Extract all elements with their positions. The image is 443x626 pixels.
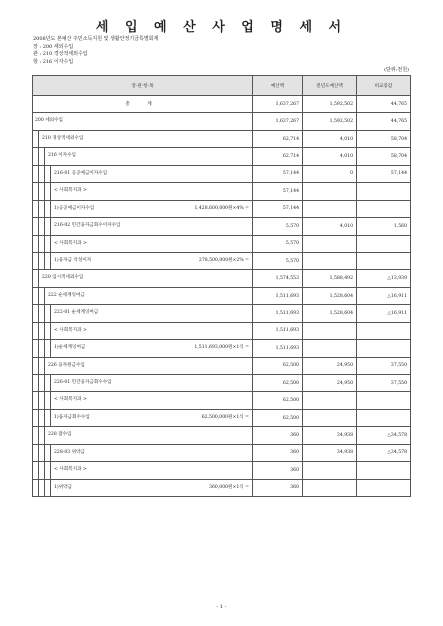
row-diff bbox=[357, 392, 411, 409]
row-budget: 1,511,693 bbox=[253, 340, 303, 357]
row-diff bbox=[357, 322, 411, 339]
row-diff: 44,765 bbox=[357, 113, 411, 130]
row-budget: 62,500 bbox=[253, 375, 303, 392]
row-label: < 사회복지과 > bbox=[54, 397, 87, 403]
table-header-row bbox=[33, 76, 411, 96]
row-diff bbox=[357, 409, 411, 426]
row-budget: 1,511,693 bbox=[253, 287, 303, 304]
table-row bbox=[33, 148, 411, 165]
row-budget: 1,511,693 bbox=[253, 305, 303, 322]
meta-line: 2008년도 본예산 주민소득지원 및 생활안정기금특별회계 bbox=[33, 36, 159, 42]
row-budget: 5,570 bbox=[253, 252, 303, 269]
row-prev-budget bbox=[303, 252, 357, 269]
document-title: 세 입 예 산 사 업 명 세 서 bbox=[95, 20, 348, 35]
row-category bbox=[33, 444, 253, 461]
row-category bbox=[33, 252, 253, 269]
table-row bbox=[33, 287, 411, 304]
table-row bbox=[33, 270, 411, 287]
row-category bbox=[33, 375, 253, 392]
row-label: < 사회복지과 > bbox=[54, 467, 87, 473]
row-category bbox=[33, 113, 253, 130]
row-label: < 사회복지과 > bbox=[54, 240, 87, 246]
row-prev-budget: 24,950 bbox=[303, 357, 357, 374]
row-budget: 62,500 bbox=[253, 409, 303, 426]
row-label: 1)융자금회수수입 bbox=[54, 414, 90, 420]
row-prev-budget: 4,010 bbox=[303, 148, 357, 165]
row-budget: 62,714 bbox=[253, 130, 303, 147]
table-row bbox=[33, 462, 411, 479]
row-label: 228-03 위약금 bbox=[54, 449, 85, 455]
row-diff: △34,578 bbox=[357, 444, 411, 461]
row-budget: 57,144 bbox=[253, 200, 303, 217]
row-category bbox=[33, 392, 253, 409]
row-diff bbox=[357, 462, 411, 479]
row-budget: 1,574,553 bbox=[253, 270, 303, 287]
page-number: - 1 - bbox=[216, 604, 227, 610]
table-row bbox=[33, 305, 411, 322]
row-prev-budget: 4,010 bbox=[303, 130, 357, 147]
row-calc-amount: 278,500,000원×2% = bbox=[198, 257, 249, 263]
table-row bbox=[33, 409, 411, 426]
row-budget: 62,500 bbox=[253, 392, 303, 409]
table-row bbox=[33, 252, 411, 269]
row-label: 222 순세계잉여금 bbox=[48, 292, 85, 298]
table-row bbox=[33, 218, 411, 235]
row-label: 226 융자원금수입 bbox=[48, 362, 85, 368]
row-diff: 1,560 bbox=[357, 218, 411, 235]
row-category bbox=[33, 130, 253, 147]
row-label: 216-02 민간융자금회수이자수입 bbox=[54, 223, 121, 229]
table-row bbox=[33, 322, 411, 339]
row-diff bbox=[357, 252, 411, 269]
row-label: < 사회복지과 > bbox=[54, 188, 87, 194]
total-label: 총 계 bbox=[33, 96, 253, 113]
header-prev-budget: 전년도예산액 bbox=[303, 76, 357, 96]
row-prev-budget bbox=[303, 340, 357, 357]
row-prev-budget: 1,588,492 bbox=[303, 270, 357, 287]
table-row bbox=[33, 375, 411, 392]
row-category bbox=[33, 287, 253, 304]
row-prev-budget: 4,010 bbox=[303, 218, 357, 235]
row-category bbox=[33, 427, 253, 444]
row-diff: 37,550 bbox=[357, 357, 411, 374]
row-prev-budget bbox=[303, 479, 357, 496]
row-category bbox=[33, 462, 253, 479]
row-category bbox=[33, 340, 253, 357]
row-calc-amount: 1,428,600,000원×4% = bbox=[194, 205, 249, 211]
row-diff bbox=[357, 479, 411, 496]
row-prev-budget: 1,528,604 bbox=[303, 305, 357, 322]
row-prev-budget bbox=[303, 235, 357, 252]
row-prev-budget bbox=[303, 183, 357, 200]
row-category bbox=[33, 357, 253, 374]
table-row bbox=[33, 165, 411, 182]
total-prev: 1,592,502 bbox=[303, 96, 357, 113]
row-budget: 360 bbox=[253, 444, 303, 461]
row-budget: 1,511,693 bbox=[253, 322, 303, 339]
row-label: 1)위약금 bbox=[54, 484, 73, 490]
row-label: 1)순세계잉여금 bbox=[54, 345, 86, 351]
row-budget: 5,570 bbox=[253, 235, 303, 252]
row-category bbox=[33, 479, 253, 496]
row-budget: 57,144 bbox=[253, 183, 303, 200]
row-prev-budget bbox=[303, 200, 357, 217]
row-diff bbox=[357, 200, 411, 217]
row-calc-amount: 62,500,000원×1식 = bbox=[201, 414, 249, 420]
meta-line: 장 : 200 세외수입 bbox=[33, 43, 74, 50]
row-diff bbox=[357, 340, 411, 357]
row-label: 216 이자수입 bbox=[48, 153, 76, 159]
row-calc-amount: 360,000원×1식 = bbox=[209, 484, 249, 490]
row-category bbox=[33, 183, 253, 200]
row-label: 226-01 민간융자금회수수입 bbox=[54, 380, 112, 385]
table-row bbox=[33, 479, 411, 496]
table-row bbox=[33, 183, 411, 200]
meta-line: 항 : 216 이자수입 bbox=[33, 58, 74, 65]
row-category bbox=[33, 322, 253, 339]
row-diff: △13,939 bbox=[357, 270, 411, 287]
table-row bbox=[33, 235, 411, 252]
row-category bbox=[33, 305, 253, 322]
row-budget: 62,714 bbox=[253, 148, 303, 165]
row-label: 216-01 공공예금이자수입 bbox=[54, 170, 108, 176]
row-diff bbox=[357, 183, 411, 200]
row-prev-budget: 1,528,604 bbox=[303, 287, 357, 304]
row-label: 200 세외수입 bbox=[35, 118, 63, 124]
table-row bbox=[33, 444, 411, 461]
row-label: 210 경상적세외수입 bbox=[42, 135, 84, 141]
row-label: 220 임시적세외수입 bbox=[42, 275, 84, 281]
total-diff: 44,765 bbox=[357, 96, 411, 113]
row-diff: 57,144 bbox=[357, 165, 411, 182]
table-row bbox=[33, 200, 411, 217]
row-prev-budget: 34,938 bbox=[303, 444, 357, 461]
total-row bbox=[33, 96, 411, 113]
budget-table bbox=[32, 75, 411, 497]
row-budget: 1,637,267 bbox=[253, 113, 303, 130]
row-budget: 360 bbox=[253, 427, 303, 444]
header-diff: 비교증감 bbox=[357, 76, 411, 96]
row-prev-budget: 0 bbox=[303, 165, 357, 182]
row-diff: △34,578 bbox=[357, 427, 411, 444]
row-category bbox=[33, 270, 253, 287]
row-prev-budget bbox=[303, 322, 357, 339]
row-category bbox=[33, 165, 253, 182]
row-label: 222-01 순세계잉여금 bbox=[54, 310, 99, 316]
document-meta bbox=[33, 36, 158, 66]
table-row bbox=[33, 357, 411, 374]
row-prev-budget bbox=[303, 392, 357, 409]
row-prev-budget bbox=[303, 409, 357, 426]
header-budget: 예산액 bbox=[253, 76, 303, 96]
row-budget: 5,570 bbox=[253, 218, 303, 235]
row-diff: △16,911 bbox=[357, 305, 411, 322]
row-category bbox=[33, 200, 253, 217]
row-budget: 360 bbox=[253, 462, 303, 479]
meta-line: 관 : 210 경상적세외수입 bbox=[33, 51, 88, 58]
row-diff: 37,550 bbox=[357, 375, 411, 392]
table-row bbox=[33, 113, 411, 130]
row-budget: 57,144 bbox=[253, 165, 303, 182]
row-diff: 58,704 bbox=[357, 148, 411, 165]
total-budget: 1,637,267 bbox=[253, 96, 303, 113]
row-category bbox=[33, 409, 253, 426]
header-category: 장·관·항·목 bbox=[33, 76, 253, 96]
row-label: 1)융자금 악성이자 bbox=[54, 257, 92, 263]
row-diff bbox=[357, 235, 411, 252]
row-prev-budget: 1,592,502 bbox=[303, 113, 357, 130]
table-row bbox=[33, 340, 411, 357]
table-row bbox=[33, 130, 411, 147]
row-budget: 62,500 bbox=[253, 357, 303, 374]
row-category bbox=[33, 218, 253, 235]
row-prev-budget: 24,950 bbox=[303, 375, 357, 392]
table-row bbox=[33, 392, 411, 409]
row-diff: 58,704 bbox=[357, 130, 411, 147]
row-label: 228 잡수입 bbox=[48, 432, 72, 438]
row-budget: 360 bbox=[253, 479, 303, 496]
row-diff: △16,911 bbox=[357, 287, 411, 304]
row-prev-budget: 34,938 bbox=[303, 427, 357, 444]
row-calc-amount: 1,511,693,000원×1식 = bbox=[194, 345, 249, 351]
row-category bbox=[33, 148, 253, 165]
table-row bbox=[33, 427, 411, 444]
row-category bbox=[33, 235, 253, 252]
row-label: < 사회복지과 > bbox=[54, 327, 87, 333]
row-label: 1)공공예금이자수입 bbox=[54, 205, 95, 211]
unit-label: (단위:천원) bbox=[384, 67, 409, 73]
row-prev-budget bbox=[303, 462, 357, 479]
